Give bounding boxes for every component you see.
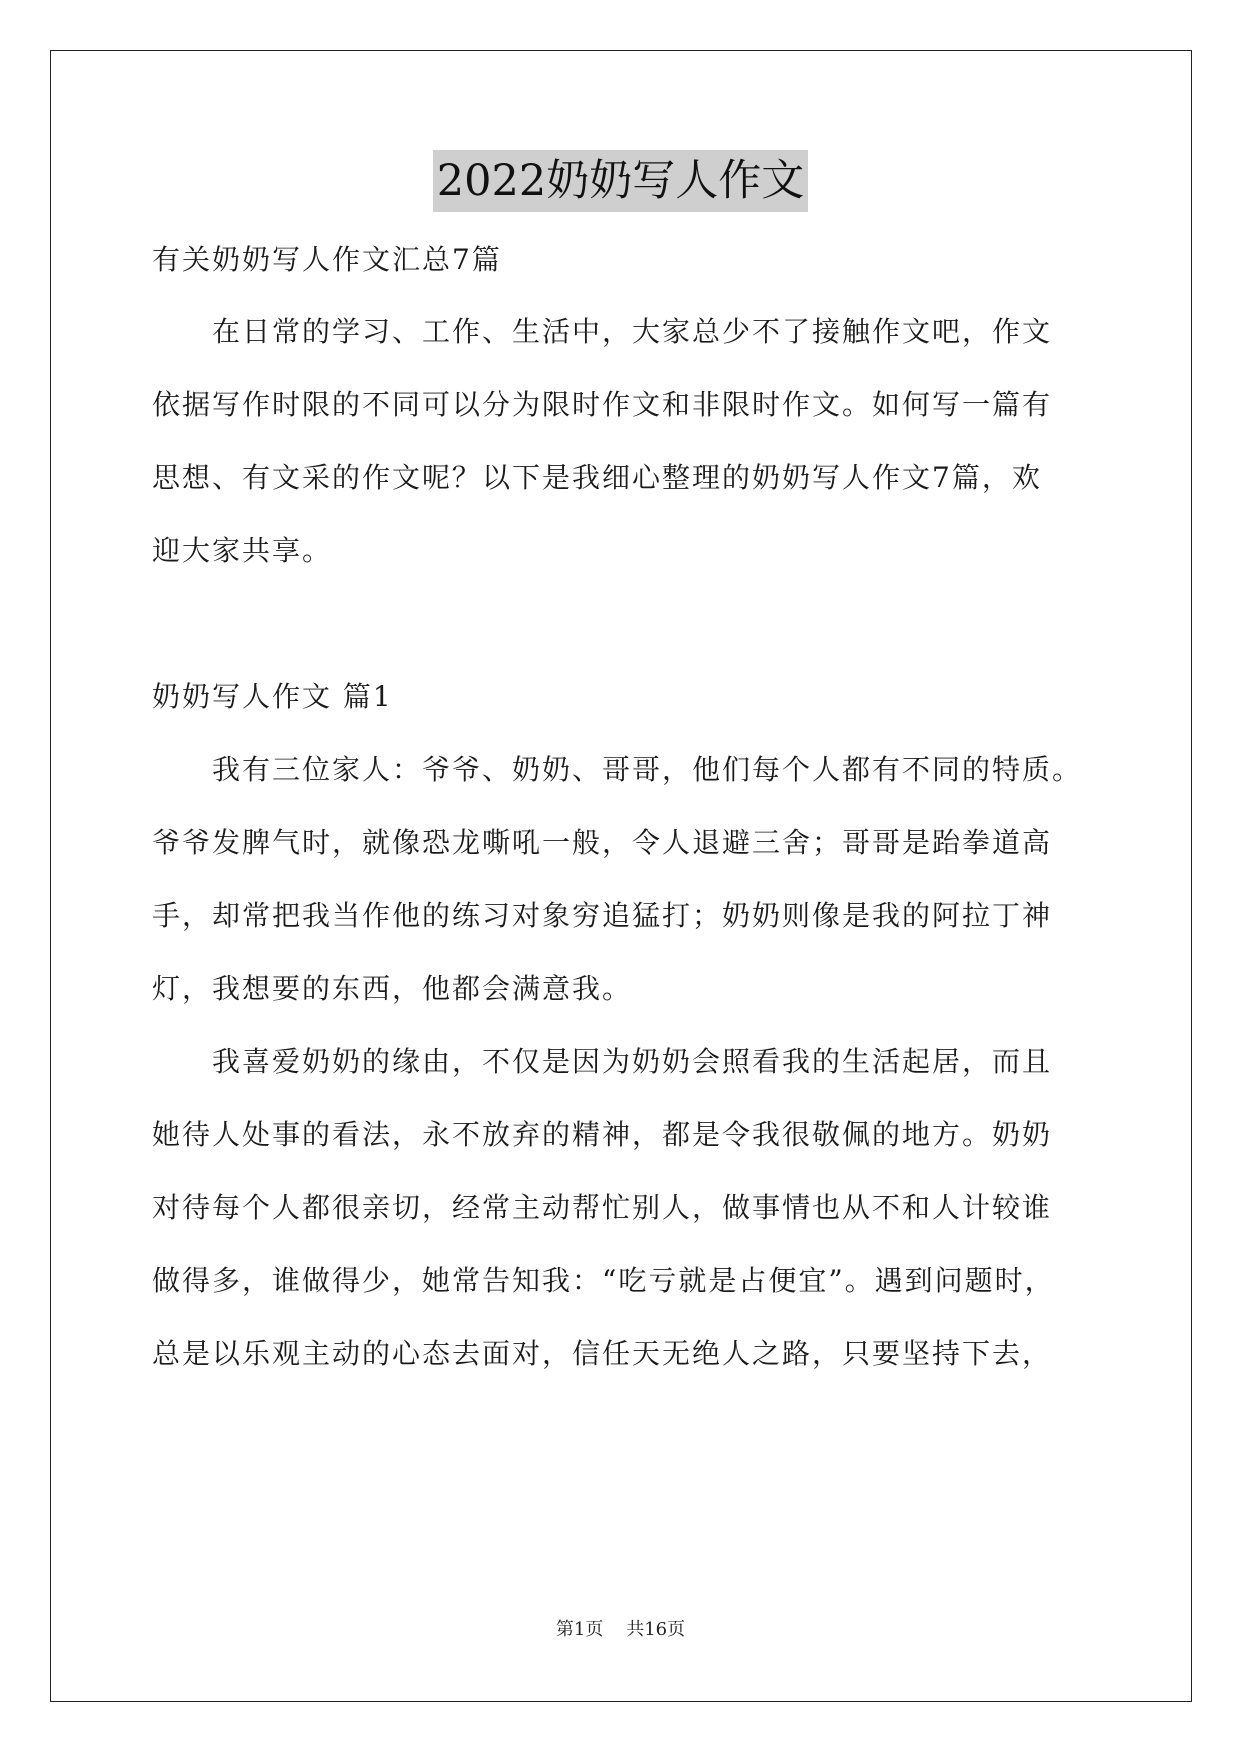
para2-line-3: 对待每个人都很亲切，经常主动帮忙别人，做事情也从不和人计较谁 (152, 1191, 1053, 1224)
intro-line-3: 思想、有文采的作文呢？以下是我细心整理的奶奶写人作文7篇，欢 (152, 461, 1042, 494)
title-container (0, 150, 1241, 212)
intro-line-4: 迎大家共享。 (152, 534, 333, 567)
page-total: 共16页 (626, 1619, 686, 1640)
para1-line-3: 手，却常把我当作他的练习对象穷追猛打；奶奶则像是我的阿拉丁神 (152, 899, 1053, 932)
page-footer (0, 1618, 1241, 1642)
para2-line-1: 我喜爱奶奶的缘由，不仅是因为奶奶会照看我的生活起居，而且 (152, 1045, 1053, 1078)
para1-line-4: 灯，我想要的东西，他都会满意我。 (152, 972, 633, 1005)
document-title: 2022奶奶写人作文 (433, 150, 808, 212)
section-heading: 奶奶写人作文 篇1 (152, 680, 393, 713)
para1-line-1: 我有三位家人：爷爷、奶奶、哥哥，他们每个人都有不同的特质。 (152, 753, 1083, 786)
para2-line-2: 她待人处事的看法，永不放弃的精神，都是令我很敬佩的地方。奶奶 (152, 1118, 1053, 1151)
para1-line-2: 爷爷发脾气时，就像恐龙嘶吼一般，令人退避三舍；哥哥是跆拳道高 (152, 826, 1053, 859)
para2-line-4: 做得多，谁做得少，她常告知我：“吃亏就是占便宜”。遇到问题时， (152, 1264, 1055, 1297)
page-border (50, 50, 1192, 1702)
document-subtitle: 有关奶奶写人作文汇总7篇 (152, 243, 502, 276)
intro-line-1: 在日常的学习、工作、生活中，大家总少不了接触作文吧，作文 (152, 315, 1053, 348)
intro-line-2: 依据写作时限的不同可以分为限时作文和非限时作文。如何写一篇有 (152, 388, 1053, 421)
page-number: 第1页 (555, 1619, 604, 1640)
para2-line-5: 总是以乐观主动的心态去面对，信任天无绝人之路，只要坚持下去， (152, 1337, 1053, 1370)
